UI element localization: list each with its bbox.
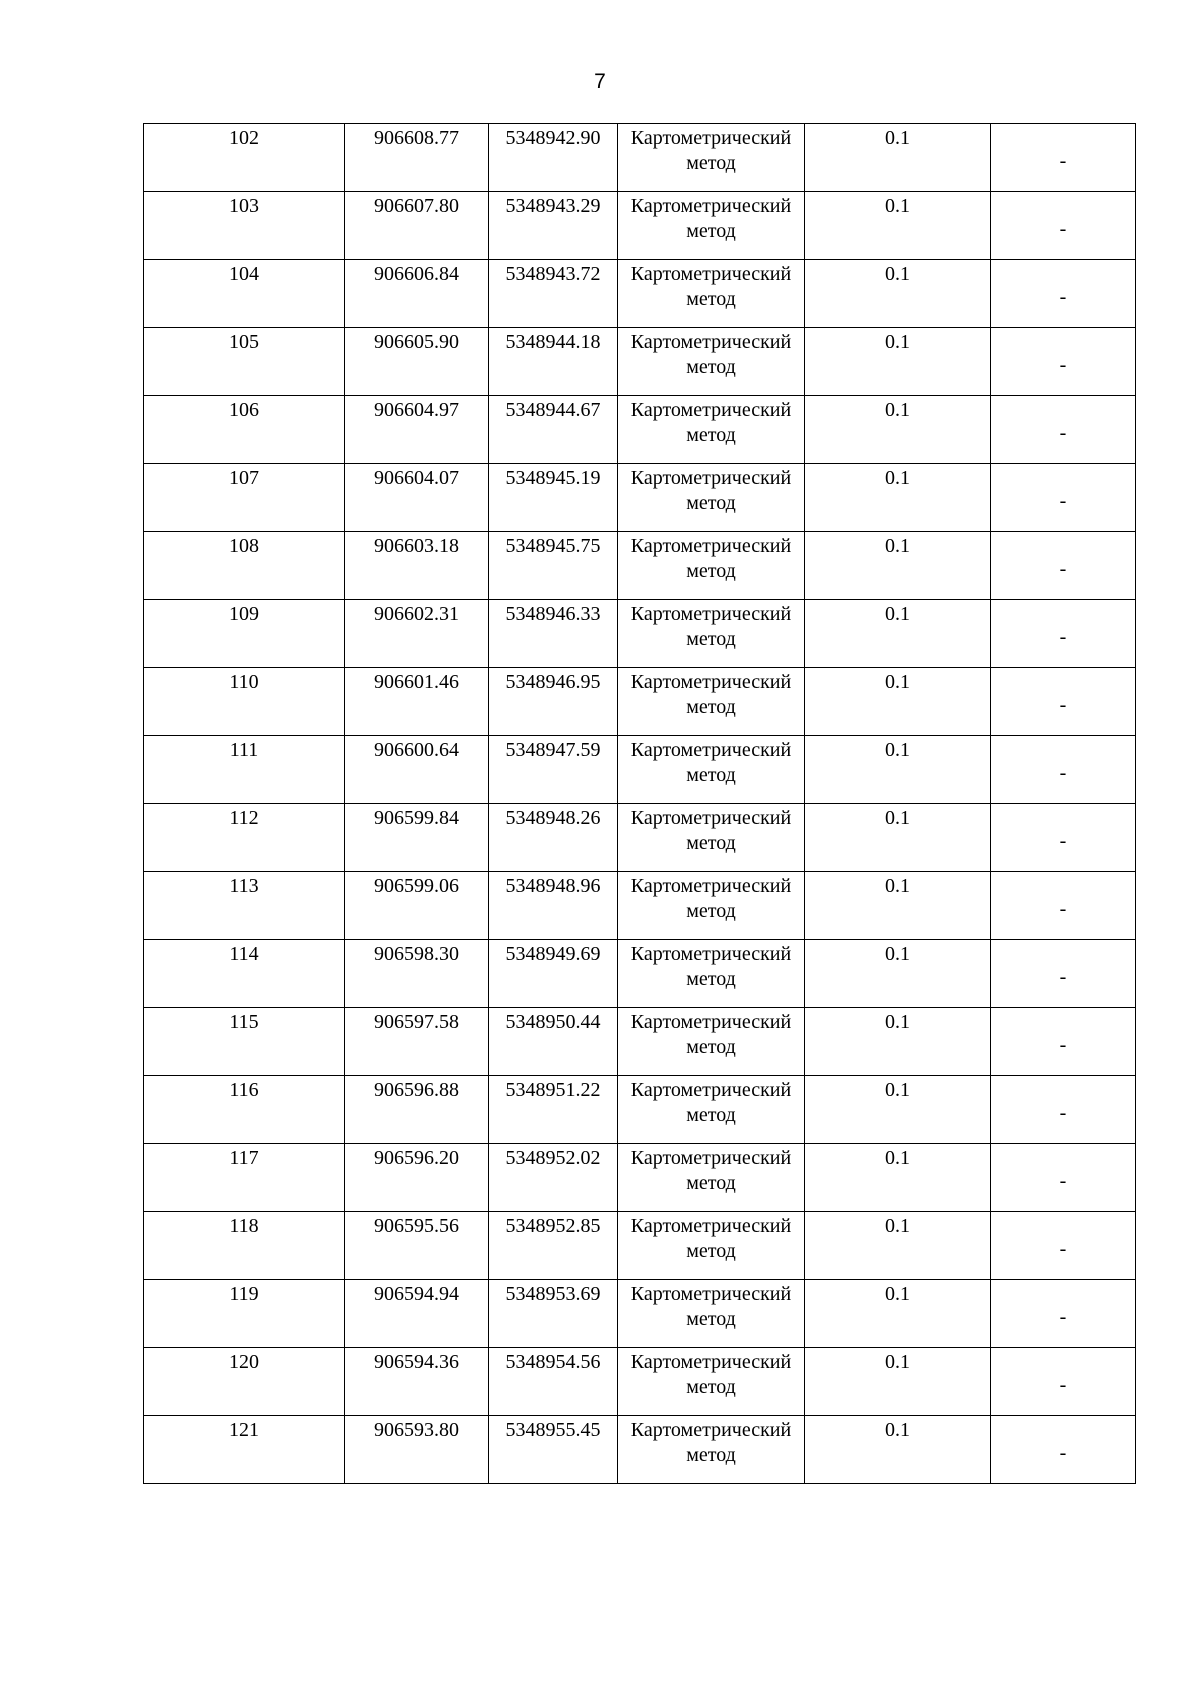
x-coordinate-cell: 906596.20	[345, 1144, 489, 1212]
point-number-cell: 105	[144, 328, 345, 396]
x-coordinate-cell: 906594.94	[345, 1280, 489, 1348]
method-cell: Картометрический метод	[618, 736, 805, 804]
note-cell: -	[991, 124, 1136, 192]
note-cell: -	[991, 1416, 1136, 1484]
accuracy-cell: 0.1	[805, 396, 991, 464]
page-number: 7	[594, 70, 606, 93]
x-coordinate-cell: 906601.46	[345, 668, 489, 736]
accuracy-cell: 0.1	[805, 260, 991, 328]
point-number-cell: 103	[144, 192, 345, 260]
point-number-cell: 111	[144, 736, 345, 804]
y-coordinate-cell: 5348947.59	[489, 736, 618, 804]
accuracy-cell: 0.1	[805, 668, 991, 736]
method-cell: Картометрический метод	[618, 804, 805, 872]
accuracy-cell: 0.1	[805, 872, 991, 940]
method-cell: Картометрический метод	[618, 1416, 805, 1484]
x-coordinate-cell: 906598.30	[345, 940, 489, 1008]
table-row	[144, 872, 1136, 940]
x-coordinate-cell: 906594.36	[345, 1348, 489, 1416]
method-cell: Картометрический метод	[618, 1144, 805, 1212]
accuracy-cell: 0.1	[805, 940, 991, 1008]
x-coordinate-cell: 906602.31	[345, 600, 489, 668]
note-cell: -	[991, 736, 1136, 804]
method-cell: Картометрический метод	[618, 124, 805, 192]
accuracy-cell: 0.1	[805, 1144, 991, 1212]
y-coordinate-cell: 5348948.96	[489, 872, 618, 940]
y-coordinate-cell: 5348946.33	[489, 600, 618, 668]
method-cell: Картометрический метод	[618, 1280, 805, 1348]
table-row	[144, 192, 1136, 260]
note-cell: -	[991, 872, 1136, 940]
table-row	[144, 532, 1136, 600]
table-row	[144, 1212, 1136, 1280]
accuracy-cell: 0.1	[805, 124, 991, 192]
note-cell: -	[991, 260, 1136, 328]
note-cell: -	[991, 1076, 1136, 1144]
x-coordinate-cell: 906597.58	[345, 1008, 489, 1076]
y-coordinate-cell: 5348951.22	[489, 1076, 618, 1144]
y-coordinate-cell: 5348946.95	[489, 668, 618, 736]
y-coordinate-cell: 5348943.72	[489, 260, 618, 328]
accuracy-cell: 0.1	[805, 328, 991, 396]
x-coordinate-cell: 906604.07	[345, 464, 489, 532]
table-row	[144, 1280, 1136, 1348]
point-number-cell: 120	[144, 1348, 345, 1416]
note-cell: -	[991, 668, 1136, 736]
x-coordinate-cell: 906599.84	[345, 804, 489, 872]
accuracy-cell: 0.1	[805, 736, 991, 804]
note-cell: -	[991, 1280, 1136, 1348]
accuracy-cell: 0.1	[805, 1008, 991, 1076]
point-number-cell: 119	[144, 1280, 345, 1348]
accuracy-cell: 0.1	[805, 532, 991, 600]
y-coordinate-cell: 5348954.56	[489, 1348, 618, 1416]
point-number-cell: 104	[144, 260, 345, 328]
method-cell: Картометрический метод	[618, 1076, 805, 1144]
y-coordinate-cell: 5348944.18	[489, 328, 618, 396]
x-coordinate-cell: 906599.06	[345, 872, 489, 940]
table-row	[144, 1416, 1136, 1484]
table-row	[144, 1348, 1136, 1416]
note-cell: -	[991, 396, 1136, 464]
y-coordinate-cell: 5348948.26	[489, 804, 618, 872]
x-coordinate-cell: 906593.80	[345, 1416, 489, 1484]
accuracy-cell: 0.1	[805, 804, 991, 872]
x-coordinate-cell: 906600.64	[345, 736, 489, 804]
method-cell: Картометрический метод	[618, 328, 805, 396]
x-coordinate-cell: 906603.18	[345, 532, 489, 600]
coordinates-table	[143, 123, 1136, 1484]
y-coordinate-cell: 5348952.85	[489, 1212, 618, 1280]
table-row	[144, 124, 1136, 192]
y-coordinate-cell: 5348945.75	[489, 532, 618, 600]
y-coordinate-cell: 5348945.19	[489, 464, 618, 532]
y-coordinate-cell: 5348949.69	[489, 940, 618, 1008]
method-cell: Картометрический метод	[618, 192, 805, 260]
point-number-cell: 117	[144, 1144, 345, 1212]
method-cell: Картометрический метод	[618, 532, 805, 600]
table-row	[144, 1008, 1136, 1076]
coordinates-table-body	[144, 124, 1136, 1484]
point-number-cell: 109	[144, 600, 345, 668]
accuracy-cell: 0.1	[805, 192, 991, 260]
y-coordinate-cell: 5348955.45	[489, 1416, 618, 1484]
note-cell: -	[991, 532, 1136, 600]
y-coordinate-cell: 5348950.44	[489, 1008, 618, 1076]
point-number-cell: 114	[144, 940, 345, 1008]
note-cell: -	[991, 328, 1136, 396]
note-cell: -	[991, 600, 1136, 668]
x-coordinate-cell: 906608.77	[345, 124, 489, 192]
point-number-cell: 118	[144, 1212, 345, 1280]
accuracy-cell: 0.1	[805, 1076, 991, 1144]
y-coordinate-cell: 5348942.90	[489, 124, 618, 192]
table-row	[144, 940, 1136, 1008]
point-number-cell: 121	[144, 1416, 345, 1484]
x-coordinate-cell: 906605.90	[345, 328, 489, 396]
method-cell: Картометрический метод	[618, 872, 805, 940]
table-row	[144, 464, 1136, 532]
table-row	[144, 1144, 1136, 1212]
method-cell: Картометрический метод	[618, 1348, 805, 1416]
x-coordinate-cell: 906596.88	[345, 1076, 489, 1144]
point-number-cell: 116	[144, 1076, 345, 1144]
note-cell: -	[991, 464, 1136, 532]
method-cell: Картометрический метод	[618, 1008, 805, 1076]
point-number-cell: 115	[144, 1008, 345, 1076]
point-number-cell: 108	[144, 532, 345, 600]
x-coordinate-cell: 906595.56	[345, 1212, 489, 1280]
method-cell: Картометрический метод	[618, 396, 805, 464]
point-number-cell: 107	[144, 464, 345, 532]
note-cell: -	[991, 804, 1136, 872]
point-number-cell: 113	[144, 872, 345, 940]
x-coordinate-cell: 906604.97	[345, 396, 489, 464]
method-cell: Картометрический метод	[618, 1212, 805, 1280]
method-cell: Картометрический метод	[618, 464, 805, 532]
y-coordinate-cell: 5348953.69	[489, 1280, 618, 1348]
method-cell: Картометрический метод	[618, 600, 805, 668]
accuracy-cell: 0.1	[805, 1416, 991, 1484]
y-coordinate-cell: 5348952.02	[489, 1144, 618, 1212]
y-coordinate-cell: 5348943.29	[489, 192, 618, 260]
table-row	[144, 328, 1136, 396]
accuracy-cell: 0.1	[805, 1280, 991, 1348]
point-number-cell: 106	[144, 396, 345, 464]
note-cell: -	[991, 1144, 1136, 1212]
table-row	[144, 600, 1136, 668]
table-row	[144, 260, 1136, 328]
table-row	[144, 668, 1136, 736]
table-row	[144, 1076, 1136, 1144]
point-number-cell: 110	[144, 668, 345, 736]
point-number-cell: 102	[144, 124, 345, 192]
method-cell: Картометрический метод	[618, 260, 805, 328]
note-cell: -	[991, 192, 1136, 260]
point-number-cell: 112	[144, 804, 345, 872]
method-cell: Картометрический метод	[618, 940, 805, 1008]
accuracy-cell: 0.1	[805, 600, 991, 668]
table-row	[144, 396, 1136, 464]
accuracy-cell: 0.1	[805, 1348, 991, 1416]
table-row	[144, 736, 1136, 804]
table-row	[144, 804, 1136, 872]
note-cell: -	[991, 1212, 1136, 1280]
accuracy-cell: 0.1	[805, 1212, 991, 1280]
y-coordinate-cell: 5348944.67	[489, 396, 618, 464]
accuracy-cell: 0.1	[805, 464, 991, 532]
note-cell: -	[991, 940, 1136, 1008]
method-cell: Картометрический метод	[618, 668, 805, 736]
x-coordinate-cell: 906607.80	[345, 192, 489, 260]
note-cell: -	[991, 1348, 1136, 1416]
x-coordinate-cell: 906606.84	[345, 260, 489, 328]
note-cell: -	[991, 1008, 1136, 1076]
